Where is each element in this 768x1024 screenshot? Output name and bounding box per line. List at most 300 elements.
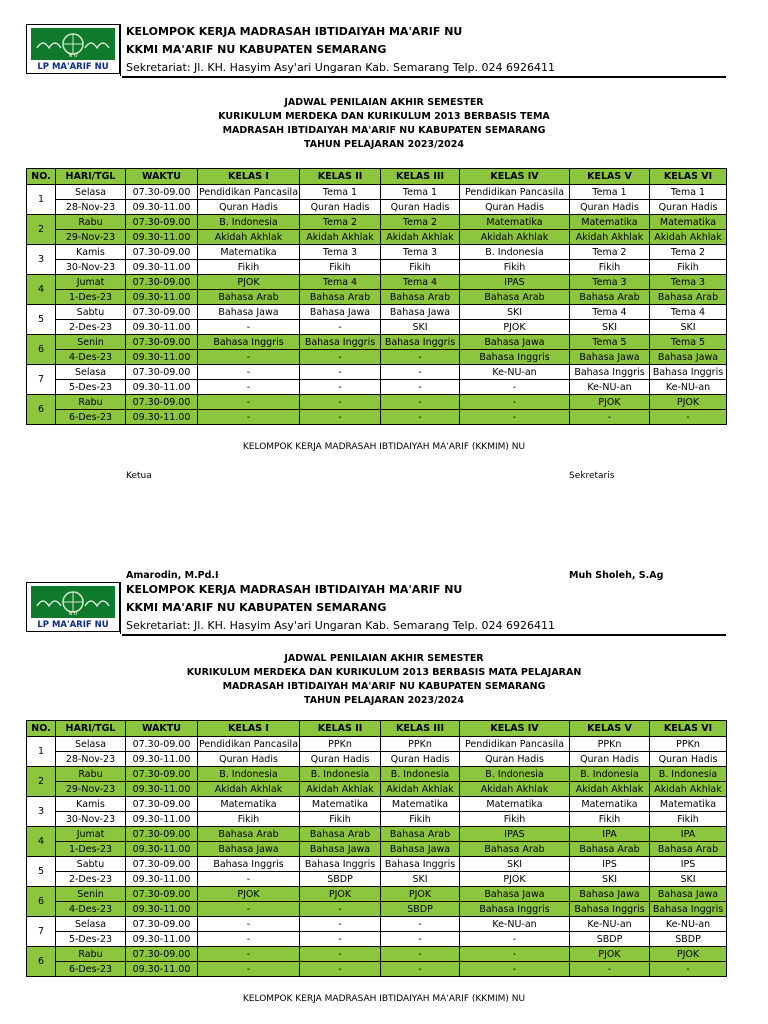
table-row [27,320,727,335]
table-cell: SKI [570,872,650,887]
table-cell: - [381,932,460,947]
table-cell: Ke-NU-an [460,365,570,380]
table-cell: 28-Nov-23 [56,200,126,215]
table-cell: Bahasa Inggris [460,902,570,917]
column-header: KELAS I [198,169,300,185]
doc2-footer-org: KELOMPOK KERJA MADRASAH IBTIDAIYAH MA'ARIF (KKMIM) NU [242,994,526,1004]
table-cell: 07.30-09.00 [126,335,198,350]
table-cell: 09.30-11.00 [126,782,198,797]
table-cell: 5-Des-23 [56,380,126,395]
table-cell: Tema 2 [300,215,381,230]
table-cell: IPS [650,857,727,872]
table-cell: Pendidikan Pancasila [460,737,570,752]
table-row [27,857,727,872]
table-cell: Akidah Akhlak [300,782,381,797]
table-cell: - [198,380,300,395]
table-row [27,260,727,275]
table-cell: Akidah Akhlak [650,230,727,245]
table-cell: SBDP [381,902,460,917]
table-cell: IPA [650,827,727,842]
column-header: KELAS IV [460,721,570,737]
table-cell: SBDP [300,872,381,887]
table-cell: Selasa [56,737,126,752]
column-header: KELAS V [570,169,650,185]
table-cell: - [300,320,381,335]
letterhead-1 [26,24,726,74]
table-cell: - [300,365,381,380]
table-cell: Ke-NU-an [570,917,650,932]
table-cell: Bahasa Arab [570,842,650,857]
table-cell: 07.30-09.00 [126,215,198,230]
table-cell: Bahasa Arab [650,842,727,857]
table-cell: Bahasa Jawa [198,842,300,857]
table-cell: Fikih [300,812,381,827]
table-cell: Bahasa Inggris [460,350,570,365]
row-number: 7 [27,917,56,947]
table-cell: Pendidikan Pancasila [198,738,299,750]
table-cell: - [300,395,381,410]
table-cell: 2-Des-23 [56,872,126,887]
table-cell: - [300,410,381,425]
table-cell: - [198,320,300,335]
table-cell: Tema 1 [300,185,381,200]
table-cell: - [300,932,381,947]
table-cell: IPAS [460,827,570,842]
table-cell: Tema 3 [381,245,460,260]
row-number: 6 [27,887,56,917]
doc2-title-block [0,652,768,708]
table-cell: PJOK [381,887,460,902]
table-row [27,932,727,947]
table-cell: - [381,350,460,365]
table-cell: B. Indonesia [198,767,300,782]
row-number: 6 [27,947,56,977]
table-cell: PPKn [650,737,727,752]
table-cell: Bahasa Jawa [570,350,650,365]
table-cell: Matematika [300,797,381,812]
table-cell: - [300,917,381,932]
row-number: 1 [27,185,56,215]
table-cell: Pendidikan Pancasila [460,185,570,200]
table-cell: Bahasa Arab [381,827,460,842]
table-cell: - [381,380,460,395]
org-address: Sekretariat: Jl. KH. Hasyim Asy'ari Ungaran Kab. Semarang Telp. 024 6926411 [126,61,556,74]
table-cell: Kamis [56,245,126,260]
table-row [27,290,727,305]
table-cell: Ke-NU-an [650,917,727,932]
table-cell: 29-Nov-23 [56,230,126,245]
table-cell: Bahasa Inggris [570,365,650,380]
table-row [27,365,727,380]
row-number: 1 [27,737,56,767]
table-cell: Bahasa Jawa [300,842,381,857]
table-cell: Fikih [570,260,650,275]
table-cell: 07.30-09.00 [126,797,198,812]
table-cell: PJOK [460,320,570,335]
table-cell: - [381,365,460,380]
table-row [27,380,727,395]
table-cell: B. Indonesia [650,767,727,782]
table-cell: 09.30-11.00 [126,872,198,887]
doc1-subtitle: KURIKULUM MERDEKA DAN KURIKULUM 2013 BERBASIS TEMA [218,111,550,122]
table-row [27,350,727,365]
table-cell: Kamis [56,797,126,812]
table-cell: - [198,350,300,365]
table-cell: Akidah Akhlak [460,230,570,245]
table-cell: Matematika [570,797,650,812]
table-cell: 09.30-11.00 [126,380,198,395]
table-cell: 07.30-09.00 [126,947,198,962]
table-cell: 07.30-09.00 [126,857,198,872]
table-cell: B. Indonesia [570,767,650,782]
table-cell: 4-Des-23 [56,350,126,365]
table-cell: Fikih [300,260,381,275]
row-number: 6 [27,395,56,425]
doc1-year: TAHUN PELAJARAN 2023/2024 [303,139,465,150]
doc1-title-block [0,96,768,152]
table-row [27,335,727,350]
table-cell: Fikih [381,812,460,827]
letterhead-2 [26,582,726,632]
table-cell: - [198,902,300,917]
table-cell: SKI [460,305,570,320]
table-cell: - [460,947,570,962]
table-row [27,200,727,215]
table-cell: 2-Des-23 [56,320,126,335]
table-cell: 07.30-09.00 [126,245,198,260]
table-row [27,872,727,887]
table-cell: B. Indonesia [381,767,460,782]
ketua-label: Ketua [126,471,152,481]
doc2-year: TAHUN PELAJARAN 2023/2024 [303,695,465,706]
table-cell: 07.30-09.00 [126,827,198,842]
table-cell: Rabu [56,395,126,410]
column-header: HARI/TGL [56,721,126,737]
column-header: KELAS V [570,721,650,737]
table-cell: PJOK [650,947,727,962]
table-cell: Selasa [56,185,126,200]
table-cell: Tema 4 [570,305,650,320]
logo-caption: LP MA'ARIF NU [37,620,109,630]
table-cell: Matematika [198,797,300,812]
table-cell: Quran Hadis [570,752,650,767]
table-cell: - [650,962,727,977]
table-cell: - [460,395,570,410]
table-cell: PJOK [198,887,300,902]
table-cell: 09.30-11.00 [126,752,198,767]
table-cell: 07.30-09.00 [126,365,198,380]
row-number: 2 [27,767,56,797]
table-cell: - [381,962,460,977]
table-cell: Tema 2 [570,245,650,260]
table-cell: 07.30-09.00 [126,737,198,752]
table-cell: Jumat [56,827,126,842]
table-cell: IPA [570,827,650,842]
table-cell: 07.30-09.00 [126,395,198,410]
table-row [27,797,727,812]
table-cell: SKI [381,320,460,335]
table-cell: Matematika [198,245,300,260]
table-cell: Bahasa Inggris [381,335,460,350]
table-cell: - [198,395,300,410]
doc1-title: JADWAL PENILAIAN AKHIR SEMESTER [284,97,484,108]
column-header: KELAS VI [650,721,727,737]
table-cell: B. Indonesia [300,767,381,782]
table-row [27,230,727,245]
table-cell: Rabu [56,215,126,230]
table-cell: IPAS [460,275,570,290]
row-number: 5 [27,857,56,887]
table-cell: Ke-NU-an [650,380,727,395]
schedule-table-1 [26,168,727,425]
table-cell: Bahasa Arab [570,290,650,305]
column-header: WAKTU [126,169,198,185]
table-cell: Matematika [650,797,727,812]
table-cell: 09.30-11.00 [126,200,198,215]
table-cell: SKI [570,320,650,335]
table-cell: 07.30-09.00 [126,887,198,902]
table-cell: SBDP [570,932,650,947]
table-cell: Akidah Akhlak [198,782,300,797]
table-cell: PJOK [570,395,650,410]
table-cell: Bahasa Jawa [381,305,460,320]
table-cell: Tema 1 [650,185,727,200]
table-cell: 09.30-11.00 [126,932,198,947]
table-row [27,962,727,977]
table-cell: - [381,947,460,962]
table-cell: 1-Des-23 [56,290,126,305]
table-cell: 6-Des-23 [56,410,126,425]
sekretaris-label: Sekretaris [569,471,615,481]
sekretaris-name: Muh Sholeh, S.Ag [569,570,664,581]
table-row [27,245,727,260]
table-cell: Bahasa Jawa [650,350,727,365]
column-header: KELAS IV [460,169,570,185]
column-header: HARI/TGL [56,169,126,185]
table-cell: PJOK [650,395,727,410]
table-cell: 07.30-09.00 [126,185,198,200]
table-cell: 09.30-11.00 [126,290,198,305]
table-cell: Quran Hadis [460,752,570,767]
table-cell: Bahasa Jawa [460,335,570,350]
table-cell: - [198,962,300,977]
table-cell: - [300,350,381,365]
table-cell: Bahasa Jawa [381,842,460,857]
table-cell: Selasa [56,365,126,380]
row-number: 6 [27,335,56,365]
table-cell: - [460,410,570,425]
table-cell: Bahasa Inggris [381,857,460,872]
table-cell: 30-Nov-23 [56,260,126,275]
column-header: KELAS II [300,169,381,185]
table-cell: Jumat [56,275,126,290]
table-cell: Quran Hadis [381,200,460,215]
table-cell: Bahasa Arab [198,290,300,305]
table-cell: PJOK [460,872,570,887]
table-cell: Pendidikan Pancasila [198,186,299,198]
table-cell: Tema 1 [570,185,650,200]
table-cell: SKI [460,857,570,872]
row-number: 7 [27,365,56,395]
table-cell: 09.30-11.00 [126,842,198,857]
nu-emblem-icon [31,28,115,60]
table-cell: Bahasa Inggris [300,335,381,350]
nu-emblem-icon [31,586,115,618]
table-cell: Bahasa Jawa [198,305,300,320]
column-header: KELAS III [381,721,460,737]
table-row [27,887,727,902]
table-cell: PPKn [570,737,650,752]
table-cell: Matematika [650,215,727,230]
table-cell: 09.30-11.00 [126,410,198,425]
table-cell: 07.30-09.00 [126,767,198,782]
table-cell: Tema 4 [650,305,727,320]
table-cell: - [460,380,570,395]
table-cell: Selasa [56,917,126,932]
table-cell: - [300,962,381,977]
table-cell: - [198,365,300,380]
table-cell: B. Indonesia [460,245,570,260]
table-cell: Quran Hadis [460,200,570,215]
table-cell: 07.30-09.00 [126,305,198,320]
table-cell: Bahasa Arab [198,827,300,842]
table-cell: SKI [650,872,727,887]
table-cell: - [300,380,381,395]
table-cell: Tema 5 [570,335,650,350]
table-cell: 6-Des-23 [56,962,126,977]
table-cell: Akidah Akhlak [381,230,460,245]
table-cell: - [650,410,727,425]
table-cell: Akidah Akhlak [198,230,300,245]
column-header: KELAS II [300,721,381,737]
table-cell: - [381,395,460,410]
table-cell: Akidah Akhlak [570,230,650,245]
ketua-name: Amarodin, M.Pd.I [126,570,219,581]
table-cell: Tema 4 [300,275,381,290]
table-cell: Bahasa Jawa [650,887,727,902]
lp-maarif-logo [26,24,120,74]
table-cell: 09.30-11.00 [126,812,198,827]
table-row [27,215,727,230]
table-cell: Fikih [381,260,460,275]
row-number: 4 [27,827,56,857]
table-cell: 1-Des-23 [56,842,126,857]
schedule-table-2 [26,720,727,977]
table-cell: - [198,917,300,932]
table-cell: Bahasa Inggris [650,365,727,380]
table-cell: Tema 3 [570,275,650,290]
table-cell: Senin [56,887,126,902]
column-header: KELAS III [381,169,460,185]
table-cell: 4-Des-23 [56,902,126,917]
table-cell: Senin [56,335,126,350]
table-cell: Bahasa Inggris [198,857,300,872]
table-cell: Quran Hadis [198,752,300,767]
table-cell: Ke-NU-an [460,917,570,932]
table-cell: 07.30-09.00 [126,917,198,932]
table-cell: Quran Hadis [570,200,650,215]
table-cell: Tema 3 [650,275,727,290]
column-header: NO. [27,721,56,737]
table-cell: Fikih [650,812,727,827]
table-row [27,812,727,827]
table-cell: Tema 2 [650,245,727,260]
row-number: 4 [27,275,56,305]
table-cell: PPKn [300,737,381,752]
table-cell: Sabtu [56,857,126,872]
table-cell: Quran Hadis [300,752,381,767]
table-row [27,917,727,932]
table-row [27,752,727,767]
table-cell: Akidah Akhlak [570,782,650,797]
table-cell: 30-Nov-23 [56,812,126,827]
table-row [27,767,727,782]
table-cell: Sabtu [56,305,126,320]
table-cell: - [198,947,300,962]
doc2-school: MADRASAH IBTIDAIYAH MA'ARIF NU KABUPATEN SEMARANG [222,681,546,692]
row-number: 3 [27,245,56,275]
table-cell: - [198,872,300,887]
table-cell: Tema 3 [300,245,381,260]
table-cell: - [460,932,570,947]
table-cell: PJOK [198,275,300,290]
table-cell: PPKn [381,737,460,752]
table-cell: SKI [650,320,727,335]
table-cell: Fikih [198,812,300,827]
org-address: Sekretariat: Jl. KH. Hasyim Asy'ari Ungaran Kab. Semarang Telp. 024 6926411 [126,619,556,632]
table-cell: Fikih [650,260,727,275]
table-cell: Quran Hadis [381,752,460,767]
doc1-school: MADRASAH IBTIDAIYAH MA'ARIF NU KABUPATEN SEMARANG [222,125,546,136]
table-cell: - [300,947,381,962]
table-row [27,842,727,857]
doc1-footer-org: KELOMPOK KERJA MADRASAH IBTIDAIYAH MA'ARIF (KKMIM) NU [242,442,526,452]
table-cell: Bahasa Arab [460,290,570,305]
table-cell: - [570,410,650,425]
table-cell: 28-Nov-23 [56,752,126,767]
table-cell: - [300,902,381,917]
table-cell: 09.30-11.00 [126,260,198,275]
table-cell: Quran Hadis [198,200,300,215]
row-number: 2 [27,215,56,245]
table-cell: Rabu [56,947,126,962]
table-cell: Ke-NU-an [570,380,650,395]
table-cell: 29-Nov-23 [56,782,126,797]
table-cell: Bahasa Inggris [198,335,300,350]
column-header: KELAS I [198,721,300,737]
table-cell: 09.30-11.00 [126,902,198,917]
doc2-title: JADWAL PENILAIAN AKHIR SEMESTER [284,653,484,664]
table-cell: - [381,917,460,932]
table-cell: Bahasa Arab [381,290,460,305]
table-row [27,275,727,290]
table-row [27,902,727,917]
table-cell: 09.30-11.00 [126,230,198,245]
table-row [27,305,727,320]
table-cell: Tema 4 [381,275,460,290]
table-cell: Akidah Akhlak [460,782,570,797]
table-cell: Fikih [198,260,300,275]
table-cell: Bahasa Inggris [300,857,381,872]
table-cell: Akidah Akhlak [300,230,381,245]
table-cell: Akidah Akhlak [650,782,727,797]
table-cell: Bahasa Inggris [650,902,727,917]
table-cell: - [198,410,300,425]
table-row [27,395,727,410]
svg-text:N U: N U [68,611,78,617]
table-cell: Quran Hadis [300,200,381,215]
doc2-subtitle: KURIKULUM MERDEKA DAN KURIKULUM 2013 BERBASIS MATA PELAJARAN [186,667,582,678]
